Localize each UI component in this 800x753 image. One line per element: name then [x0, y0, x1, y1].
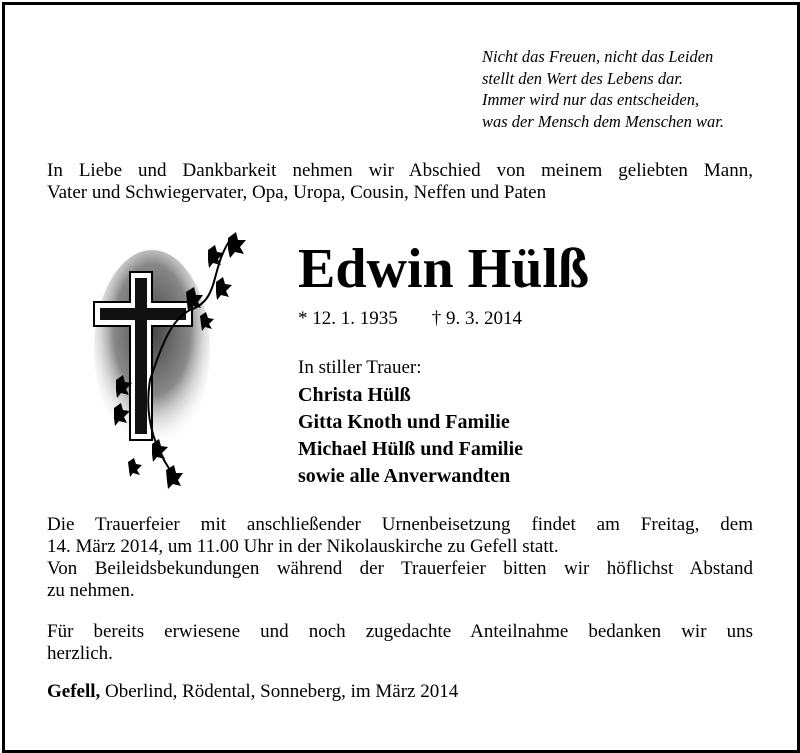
signature-rest: Oberlind, Rödental, Sonneberg, im März 2014 [100, 681, 459, 702]
mourning-label: In stiller Trauer: [298, 357, 422, 378]
mourner: sowie alle Anverwandten [298, 465, 511, 487]
service-line: Von Beileidsbekundungen während der Trauerfeier bitten wir höflichst Abstand [47, 558, 753, 579]
mourner: Michael Hülß und Familie [298, 438, 524, 460]
intro-line: Vater und Schwiegervater, Opa, Uropa, Cousin, Neffen und Paten [47, 182, 547, 203]
cross-with-ivy-icon [90, 230, 250, 490]
deceased-name: Edwin Hülß [298, 238, 590, 300]
thanks-line: Für bereits erwiesene und noch zugedachte Anteilnahme bedanken wir uns [47, 621, 753, 642]
service-announcement [47, 514, 753, 602]
death-date: † 9. 3. 2014 [431, 308, 522, 329]
poem-line: Immer wird nur das entscheiden, [482, 90, 700, 109]
thanks-note [47, 621, 753, 665]
mourners-list [298, 382, 523, 490]
poem-line: stellt den Wert des Lebens dar. [482, 68, 684, 88]
service-line: zu nehmen. [47, 580, 135, 601]
life-dates [298, 307, 522, 331]
poem-line: was der Mensch dem Menschen war. [482, 111, 724, 131]
memorial-poem [482, 46, 724, 132]
mourner: Christa Hülß [298, 384, 411, 406]
intro-line: In Liebe und Dankbarkeit nehmen wir Abschied von meinem geliebten Mann, [47, 160, 753, 181]
mourner: Gitta Knoth und Familie [298, 411, 510, 433]
farewell-intro [47, 160, 753, 204]
service-line: Die Trauerfeier mit anschließender Urnenbeisetzung findet am Freitag, dem [47, 514, 753, 535]
thanks-line: herzlich. [47, 643, 113, 664]
poem-line: Nicht das Freuen, nicht das Leiden [482, 47, 714, 66]
signature-place: Gefell, [47, 681, 101, 702]
signature-line [47, 681, 458, 703]
birth-date: * 12. 1. 1935 [298, 308, 398, 329]
service-line: 14. März 2014, um 11.00 Uhr in der Nikolauskirche zu Gefell statt. [47, 536, 559, 557]
